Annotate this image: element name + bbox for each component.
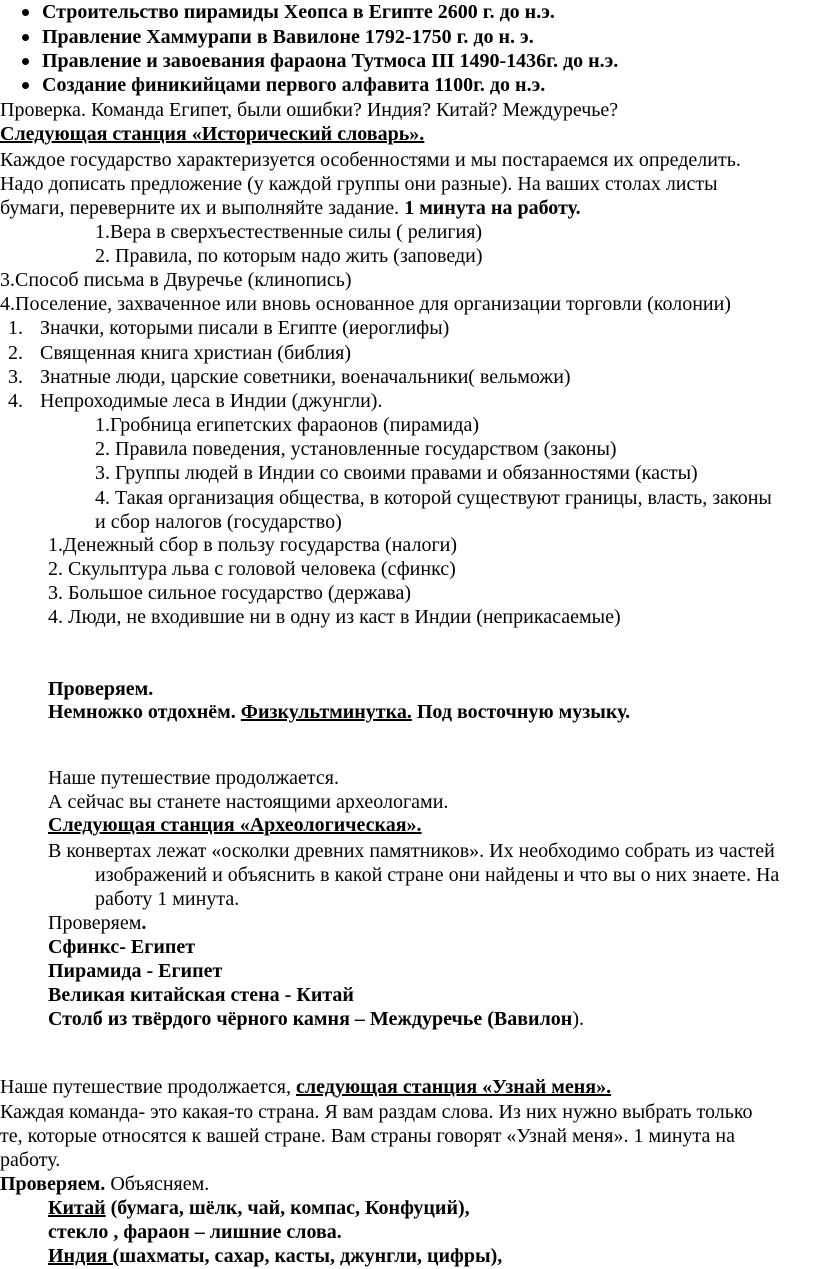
intro-text: Наше путешествие продолжается, [0, 1076, 296, 1098]
answer-words: (бумага, шёлк, чай, компас, Конфуций), [105, 1197, 470, 1219]
list-item: 3. Большое сильное государство (держава) [48, 582, 412, 604]
paragraph: изображений и объяснить в какой стране они найдены и что вы о них знаете. На [95, 864, 780, 886]
paragraph: Каждое государство характеризуется особенностями и мы постараемся их определить. [0, 149, 741, 171]
country-label: Китай [48, 1197, 106, 1219]
answer-tail: ). [572, 1008, 584, 1030]
bullet-item: Создание финикийцами первого алфавита 1100г. до н.э. [42, 74, 546, 96]
answer-line [48, 1007, 584, 1031]
paragraph: Каждая команда- это какая-то страна. Я вам раздам слова. Из них нужно выбрать только [0, 1101, 753, 1123]
list-item: 3. Группы людей в Индии со своими правами и обязанностями (касты) [95, 462, 698, 484]
rest-line [48, 700, 630, 724]
know-station-heading: следующая станция «Узнай меня». [296, 1076, 612, 1098]
answer-item: Великая китайская стена - Китай [48, 984, 354, 1006]
list-num: 2. [8, 342, 23, 364]
paragraph: В конвертах лежат «осколки древних памятников». Их необходимо собрать из частей [48, 840, 775, 862]
list-item: 1.Денежный сбор в пользу государства (налоги) [48, 534, 458, 556]
paragraph: Наше путешествие продолжается. [48, 767, 339, 789]
time-limit: 1 минута на работу. [404, 197, 581, 219]
answer-words: шахматы, сахар, касты, джунгли, цифры), [119, 1245, 503, 1267]
rest-text: Немножко отдохнём. [48, 701, 241, 723]
paragraph: Надо дописать предложение (у каждой группы они разные). На ваших столах листы [0, 173, 718, 195]
bullet-dot [22, 82, 29, 89]
list-item: 2. Правила, по которым надо жить (заповеди) [95, 245, 483, 267]
bullet-dot [22, 34, 29, 41]
bullet-item: Правление и завоевания фараона Тутмоса III 1490-1436г. до н.э. [42, 50, 619, 72]
exercise-label: Физкультминутка. [240, 701, 412, 723]
list-num: 1. [8, 317, 23, 339]
paragraph: работу. [0, 1149, 61, 1171]
check-text: Проверяем [48, 912, 142, 934]
bullet-item: Правление Хаммурапи в Вавилоне 1792-1750 г. до н. э. [42, 26, 534, 48]
check-line: Проверка. Команда Египет, были ошибки? Индия? Китай? Междуречье? [0, 99, 619, 121]
answer-line: стекло , фараон – лишние слова. [48, 1221, 342, 1243]
paragraph [0, 196, 581, 220]
station-intro [0, 1075, 611, 1099]
answer-line [48, 1244, 502, 1268]
check-text: Объясняем. [105, 1173, 210, 1195]
list-item: 2. Правила поведения, установленные государством (законы) [95, 438, 617, 460]
list-item: 1.Гробница египетских фараонов (пирамида) [95, 414, 479, 436]
list-item: Значки, которыми писали в Египте (иероглифы) [40, 317, 450, 339]
list-item: Непроходимые леса в Индии (джунгли). [40, 390, 383, 412]
check-line [0, 1172, 209, 1196]
arch-station-heading: Следующая станция «Археологическая». [48, 814, 422, 836]
answer-item: Пирамида - Египет [48, 960, 223, 982]
rest-text: Под восточную музыку. [411, 701, 631, 723]
paragraph-text: бумаги, переверните их и выполняйте задание. [0, 197, 405, 219]
list-num: 3. [8, 366, 23, 388]
bullet-dot [22, 9, 29, 16]
check-heading: Проверяем. [48, 678, 154, 700]
list-item: 3.Способ письма в Двуречье (клинопись) [0, 269, 352, 291]
list-item: 4. Такая организация общества, в которой существуют границы, власть, законы [95, 487, 772, 509]
list-item: Знатные люди, царские советники, военачальники( вельможи) [40, 366, 571, 388]
list-item: 4.Поселение, захваченное или вновь основанное для организации торговли (колонии) [0, 293, 731, 315]
list-item: 2. Скульптура льва с головой человека (сфинкс) [48, 558, 456, 580]
check-line [48, 911, 146, 935]
check-label: Проверяем. [0, 1173, 106, 1195]
answer-line [48, 1196, 470, 1220]
list-item: Священная книга христиан (библия) [40, 342, 352, 364]
list-item: 4. Люди, не входившие ни в одну из каст в Индии (неприкасаемые) [48, 606, 621, 628]
paragraph: работу 1 минута. [95, 888, 240, 910]
paragraph: те, которые относятся к вашей стране. Вам страны говорят «Узнай меня». 1 минута на [0, 1125, 735, 1147]
check-dot: . [141, 912, 147, 934]
country-label: Индия ( [48, 1245, 120, 1267]
list-item: и сбор налогов (государство) [95, 511, 342, 533]
answer-item: Столб из твёрдого чёрного камня – Междуречье (Вавилон [48, 1008, 573, 1030]
answer-item: Сфинкс- Египет [48, 936, 196, 958]
dict-station-heading: Следующая станция «Исторический словарь». [0, 123, 425, 145]
bullet-dot [22, 58, 29, 65]
paragraph: А сейчас вы станете настоящими археологами. [48, 791, 449, 813]
list-item: 1.Вера в сверхъестественные силы ( религия) [95, 221, 483, 243]
list-num: 4. [8, 390, 23, 412]
bullet-item: Строительство пирамиды Хеопса в Египте 2600 г. до н.э. [42, 1, 555, 23]
